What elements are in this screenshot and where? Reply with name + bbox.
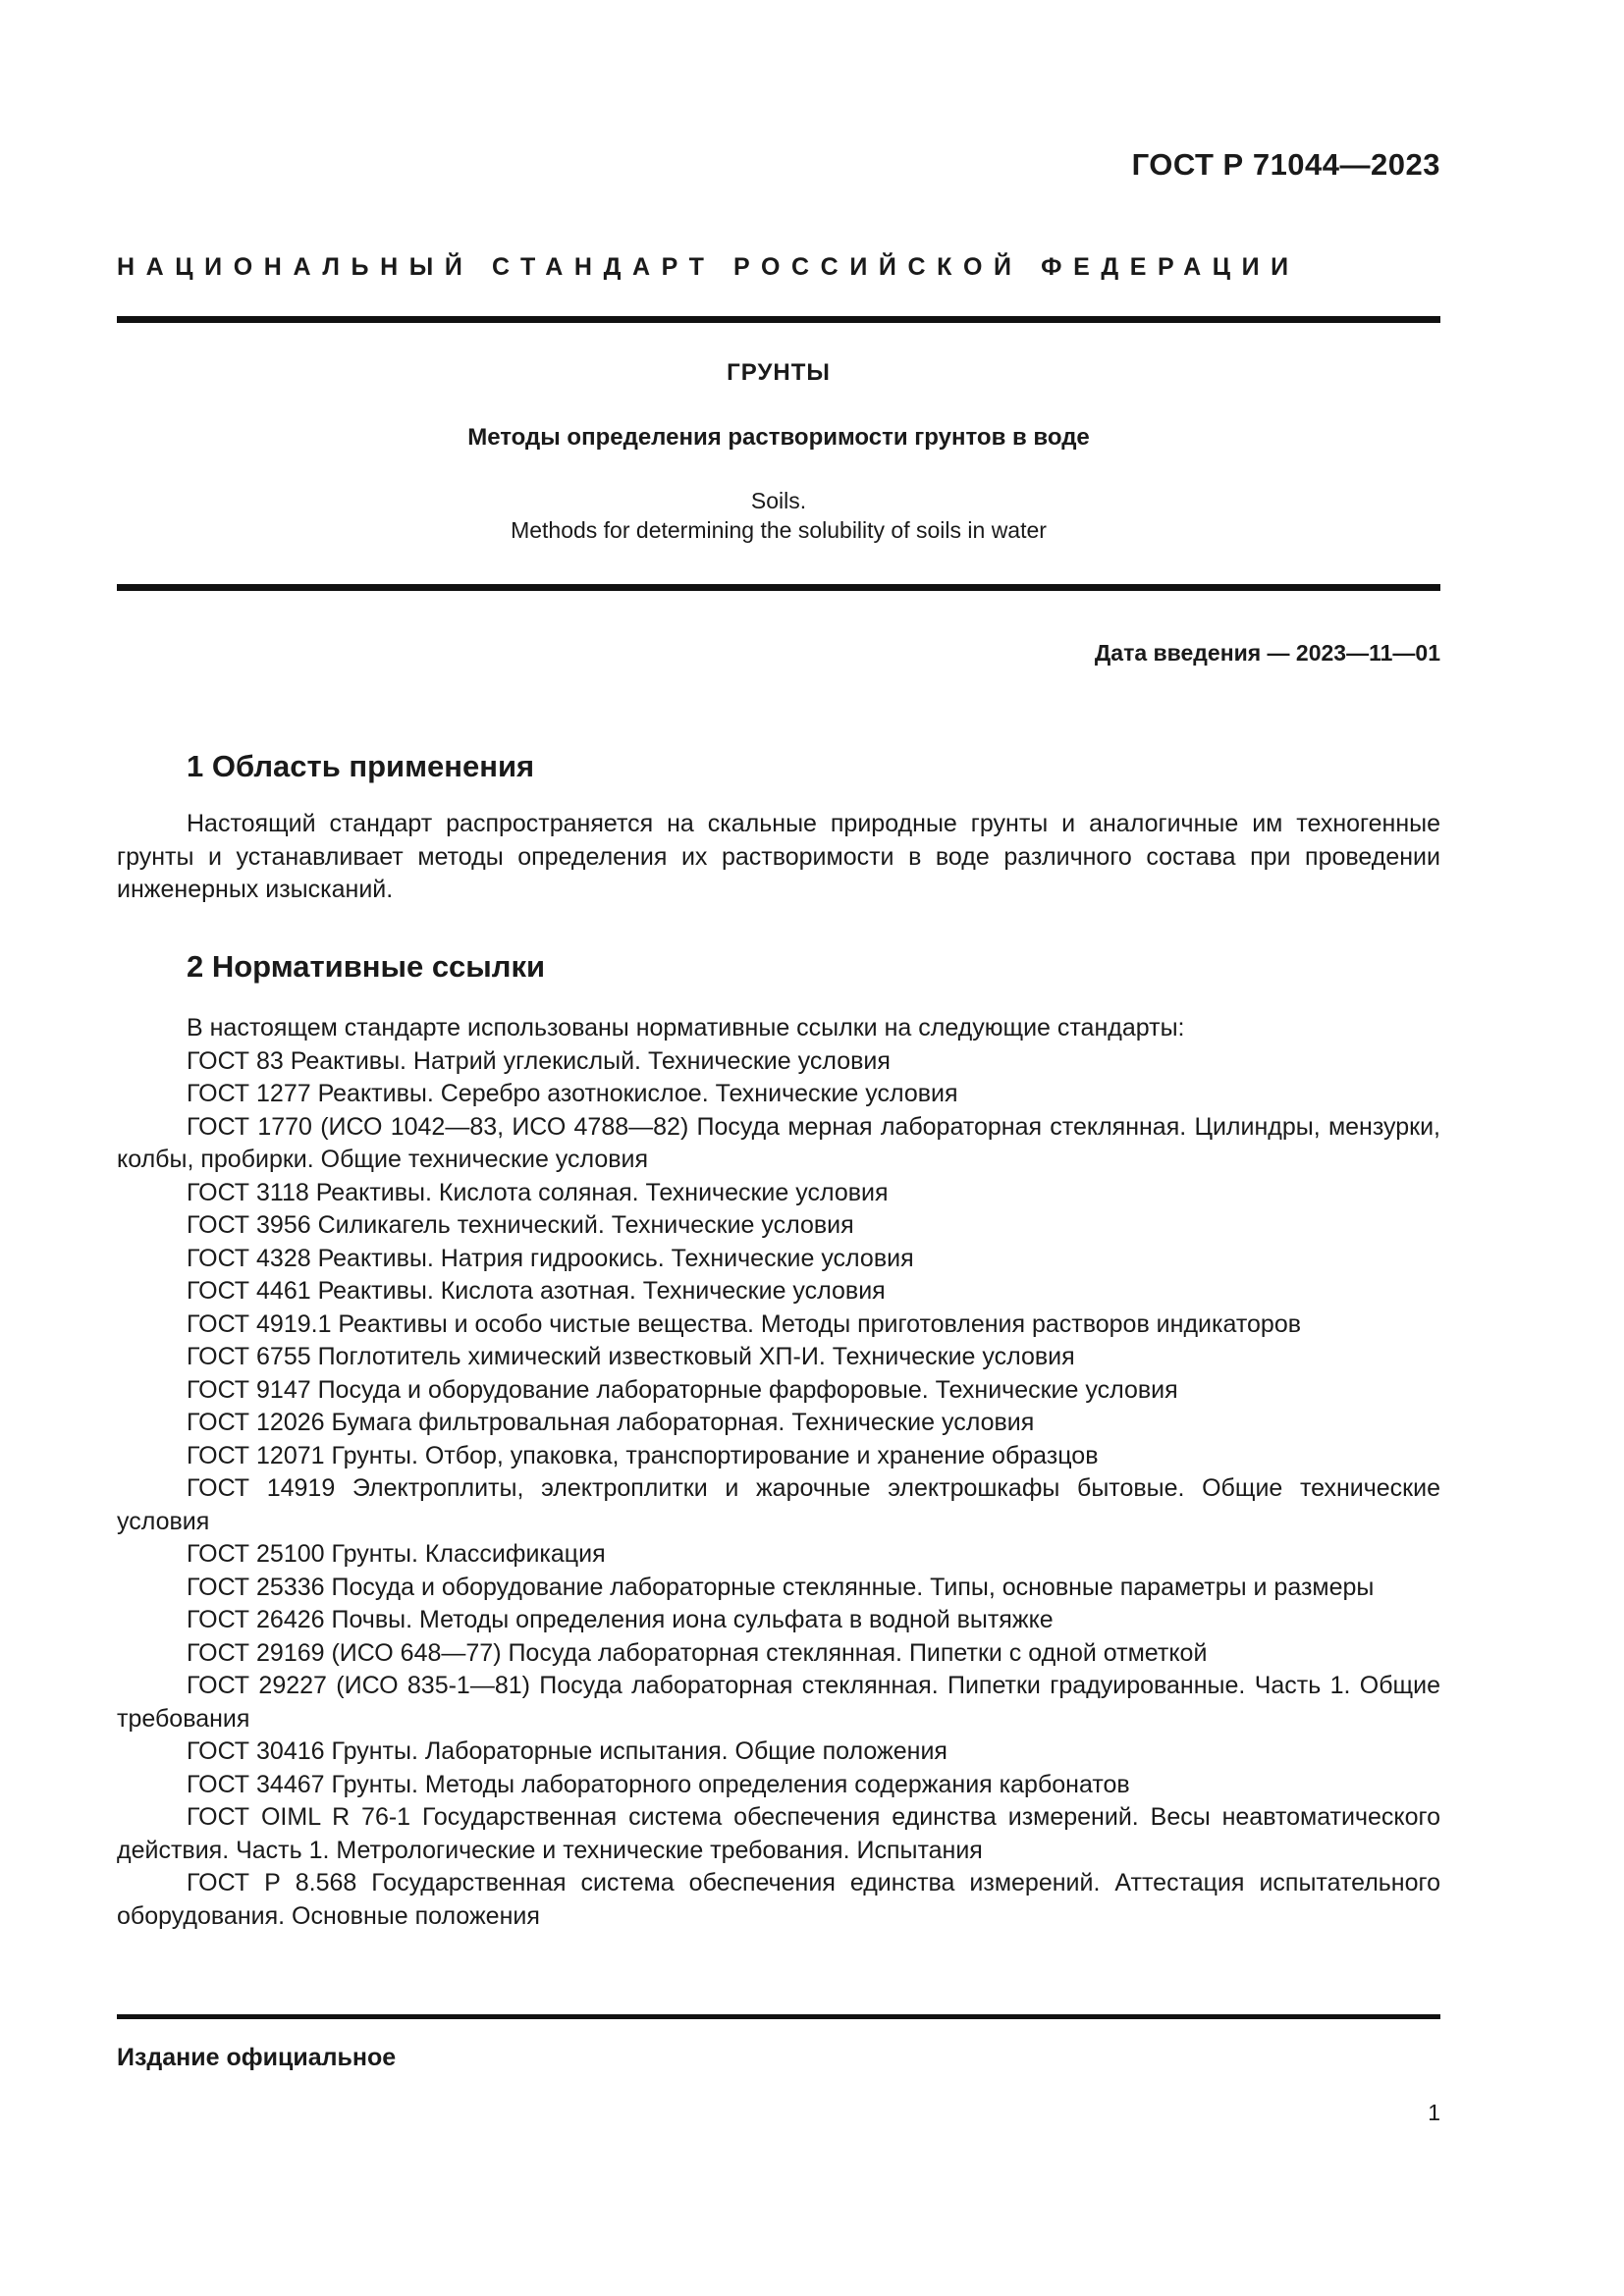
document-title: ГРУНТЫ — [727, 359, 831, 386]
reference-item: ГОСТ 3956 Силикагель технический. Технические условия — [187, 1211, 854, 1239]
document-number: ГОСТ Р 71044—2023 — [1131, 147, 1440, 182]
top-divider — [117, 316, 1440, 323]
reference-item: ГОСТ 12026 Бумага фильтровальная лабораторная. Технические условия — [187, 1409, 1035, 1436]
reference-item: ГОСТ Р 8.568 Государственная система обеспечения единства измерений. Аттестация испытательного оборудования. Основные положения — [117, 1869, 1440, 1930]
reference-item: ГОСТ 4919.1 Реактивы и особо чистые вещества. Методы приготовления растворов индикаторов — [187, 1309, 1301, 1338]
page-number: 1 — [1428, 2100, 1440, 2125]
reference-item: ГОСТ 9147 Посуда и оборудование лабораторные фарфоровые. Технические условия — [187, 1375, 1178, 1404]
section-1-text: Настоящий стандарт распространяется на скальные природные грунты и аналогичные им техногенные грунты и устанавливает методы определения их растворимости в воде различного состава при проведении инженерных изысканий. — [117, 810, 1440, 903]
official-edition-label: Издание официальное — [117, 2044, 397, 2071]
section-1-heading: 1 Область применения — [187, 749, 535, 783]
reference-item: ГОСТ 14919 Электроплиты, электроплитки и жарочные электрошкафы бытовые. Общие технические условия — [117, 1474, 1440, 1535]
reference-item: ГОСТ 26426 Почвы. Методы определения иона сульфата в водной вытяжке — [187, 1606, 1054, 1633]
reference-item: ГОСТ 34467 Грунты. Методы лабораторного определения содержания карбонатов — [187, 1770, 1130, 1798]
reference-item: ГОСТ 29227 (ИСО 835-1—81) Посуда лабораторная стеклянная. Пипетки градуированные. Часть 1. Общие требования — [117, 1672, 1440, 1733]
english-title-line-2: Methods for determining the solubility of soils in water — [511, 517, 1047, 543]
reference-item: ГОСТ 4461 Реактивы. Кислота азотная. Технические условия — [187, 1277, 886, 1305]
english-title-line-1: Soils. — [750, 488, 807, 513]
national-standard-banner: НАЦИОНАЛЬНЫЙ СТАНДАРТ РОССИЙСКОЙ ФЕДЕРАЦИИ — [117, 253, 1300, 281]
reference-item: ГОСТ 6755 Поглотитель химический известковый ХП-И. Технические условия — [187, 1343, 1075, 1370]
reference-item: ГОСТ 12071 Грунты. Отбор, упаковка, транспортирование и хранение образцов — [187, 1441, 1099, 1469]
section-2-heading: 2 Нормативные ссылки — [187, 949, 546, 984]
english-title — [117, 486, 1440, 545]
introduction-date: Дата введения — 2023—11—01 — [1094, 640, 1440, 666]
reference-item: ГОСТ 1277 Реактивы. Серебро азотнокислое. Технические условия — [187, 1080, 958, 1107]
reference-item: ГОСТ 25336 Посуда и оборудование лабораторные стеклянные. Типы, основные параметры и размеры — [187, 1573, 1375, 1601]
reference-item: ГОСТ 4328 Реактивы. Натрия гидроокись. Технические условия — [187, 1244, 914, 1272]
reference-item: ГОСТ 29169 (ИСО 648—77) Посуда лабораторная стеклянная. Пипетки с одной отметкой — [187, 1638, 1208, 1667]
reference-item: ГОСТ OIML R 76-1 Государственная система обеспечения единства измерений. Весы неавтоматического действия. Часть 1. Метрологические и технические требования. Испытания — [117, 1803, 1440, 1864]
document-subtitle: Методы определения растворимости грунтов в воде — [467, 424, 1090, 451]
reference-item: ГОСТ 3118 Реактивы. Кислота соляная. Технические условия — [187, 1178, 889, 1206]
references-intro: В настоящем стандарте использованы нормативные ссылки на следующие стандарты: — [187, 1014, 1185, 1041]
reference-item: ГОСТ 1770 (ИСО 1042—83, ИСО 4788—82) Посуда мерная лабораторная стеклянная. Цилиндры, мензурки, колбы, пробирки. Общие технические условия — [117, 1112, 1440, 1173]
footer-divider — [117, 2014, 1440, 2019]
reference-item: ГОСТ 83 Реактивы. Натрий углекислый. Технические условия — [187, 1046, 891, 1075]
normative-references-list — [117, 1012, 1440, 1933]
reference-item: ГОСТ 30416 Грунты. Лабораторные испытания. Общие положения — [187, 1737, 947, 1765]
title-divider — [117, 584, 1440, 591]
reference-item: ГОСТ 25100 Грунты. Классификация — [187, 1540, 606, 1568]
